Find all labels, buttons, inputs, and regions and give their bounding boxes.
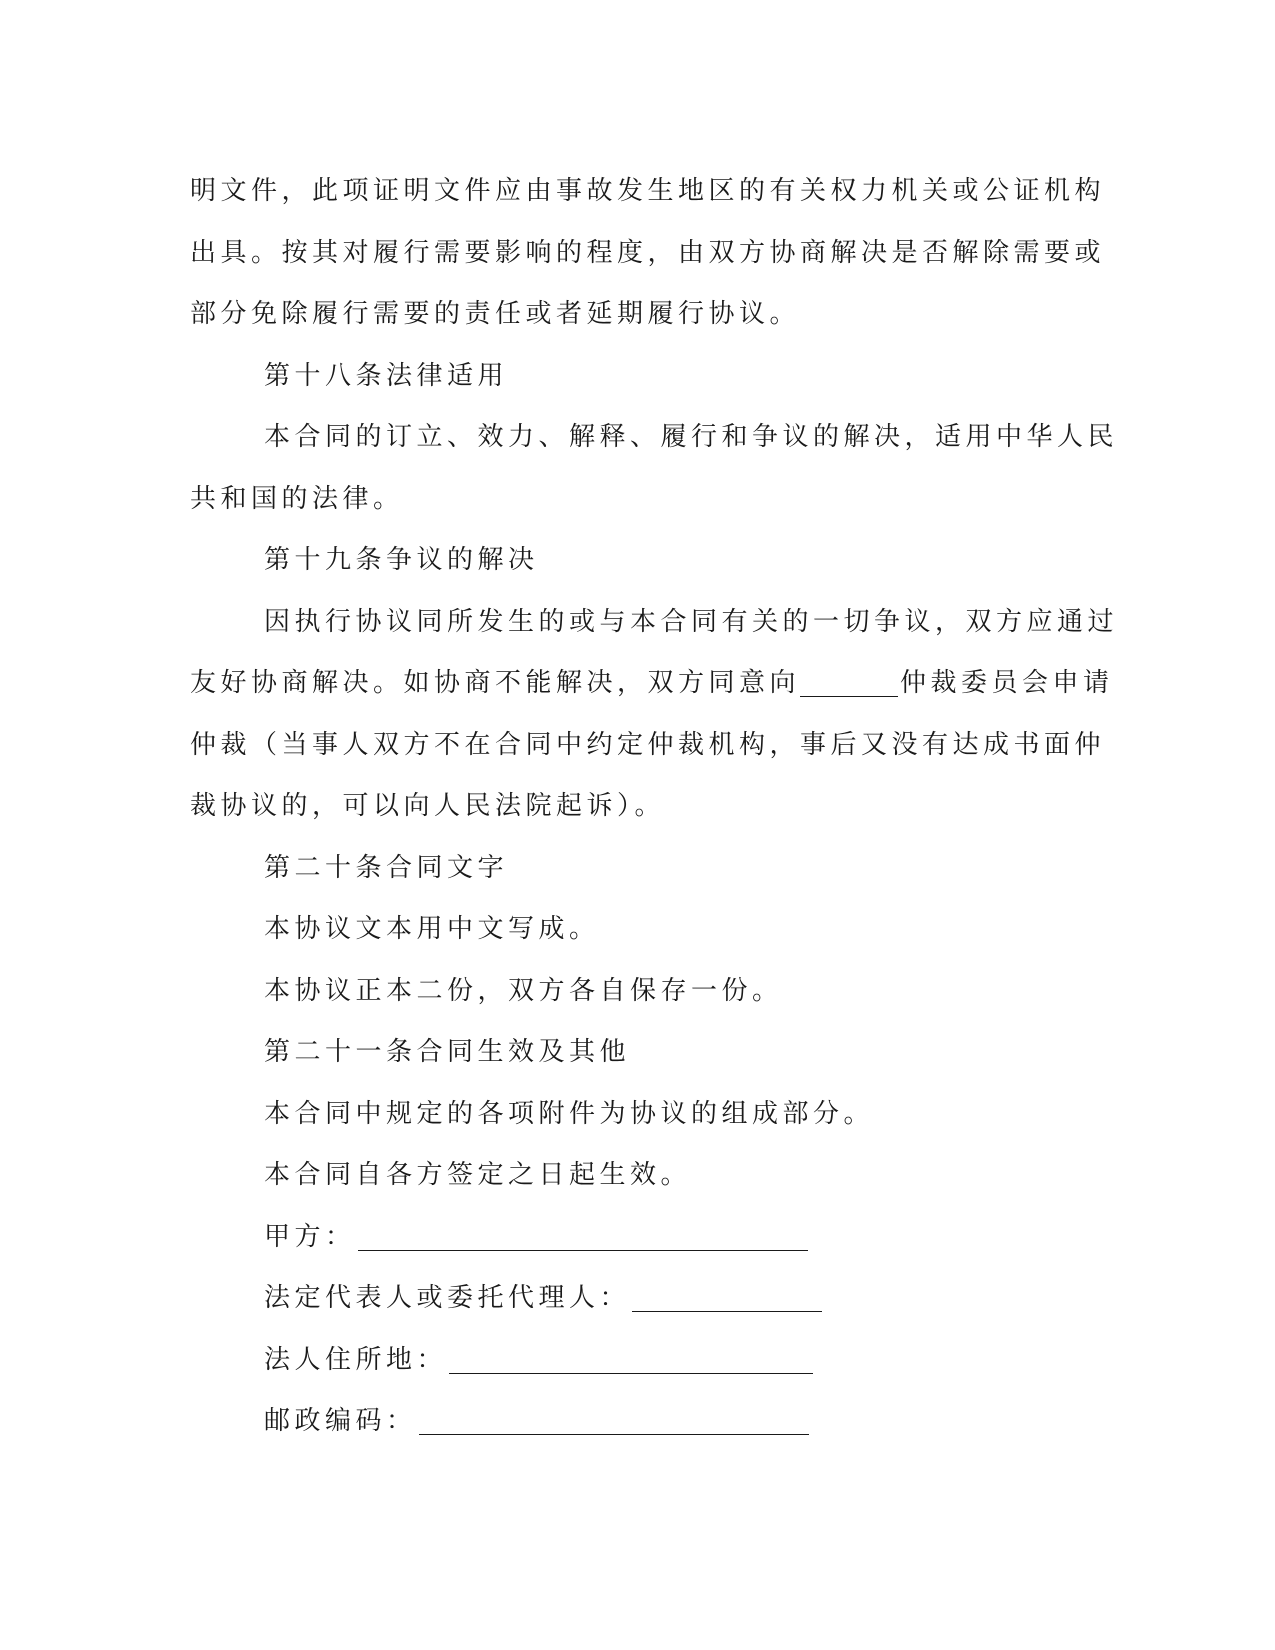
article-18-body-line: 共和国的法律。: [190, 483, 404, 514]
article-20-heading: 第二十条合同文字: [264, 852, 509, 883]
address-label: 法人住所地：: [264, 1344, 448, 1375]
representative-row: [190, 1268, 1080, 1330]
representative-blank: [632, 1281, 822, 1312]
postcode-row: [190, 1391, 1080, 1453]
article-19-body-line: [190, 653, 1114, 715]
article-18-body-line: 本合同的订立、效力、解释、履行和争议的解决，适用中华人民: [264, 422, 1119, 452]
article-19-heading: 第十九条争议的解决: [264, 545, 539, 575]
representative-label: 法定代表人或委托代理人：: [264, 1283, 631, 1313]
article-19-text-after-blank: 仲裁委员会申请: [900, 668, 1114, 698]
article-21-body-line: 本合同自各方签定之日起生效。: [264, 1160, 692, 1190]
party-a-row: [190, 1207, 1080, 1269]
address-blank: [449, 1343, 813, 1374]
article-18-heading: 第十八条法律适用: [264, 360, 509, 391]
article-20-body-line: 本协议正本二份，双方各自保存一份。: [264, 975, 783, 1006]
article-19-body-line: 因执行协议同所发生的或与本合同有关的一切争议，双方应通过: [264, 606, 1119, 637]
article-19-text-before-blank: 友好协商解决。如协商不能解决，双方同意向: [190, 668, 801, 698]
paragraph-line: 明文件，此项证明文件应由事故发生地区的有关权力机关或公证机构: [190, 176, 1106, 206]
article-19-body-line: 仲裁（当事人双方不在合同中约定仲裁机构，事后又没有达成书面仲: [190, 729, 1106, 760]
party-a-label: 甲方：: [264, 1221, 356, 1252]
arbitration-commission-blank: [800, 666, 898, 697]
address-row: [190, 1330, 1080, 1392]
article-20-body-line: 本协议文本用中文写成。: [264, 914, 600, 944]
postcode-label: 邮政编码：: [264, 1406, 417, 1436]
document-body: [190, 161, 1119, 1453]
article-21-body-line: 本合同中规定的各项附件为协议的组成部分。: [264, 1098, 875, 1129]
party-a-blank: [358, 1220, 808, 1251]
article-21-heading: 第二十一条合同生效及其他: [264, 1037, 631, 1067]
article-19-body-line: 裁协议的，可以向人民法院起诉）。: [190, 791, 666, 821]
paragraph-line: 出具。按其对履行需要影响的程度，由双方协商解决是否解除需要或: [190, 237, 1106, 268]
paragraph-line: 部分免除履行需要的责任或者延期履行协议。: [190, 299, 801, 329]
postcode-blank: [419, 1404, 809, 1435]
